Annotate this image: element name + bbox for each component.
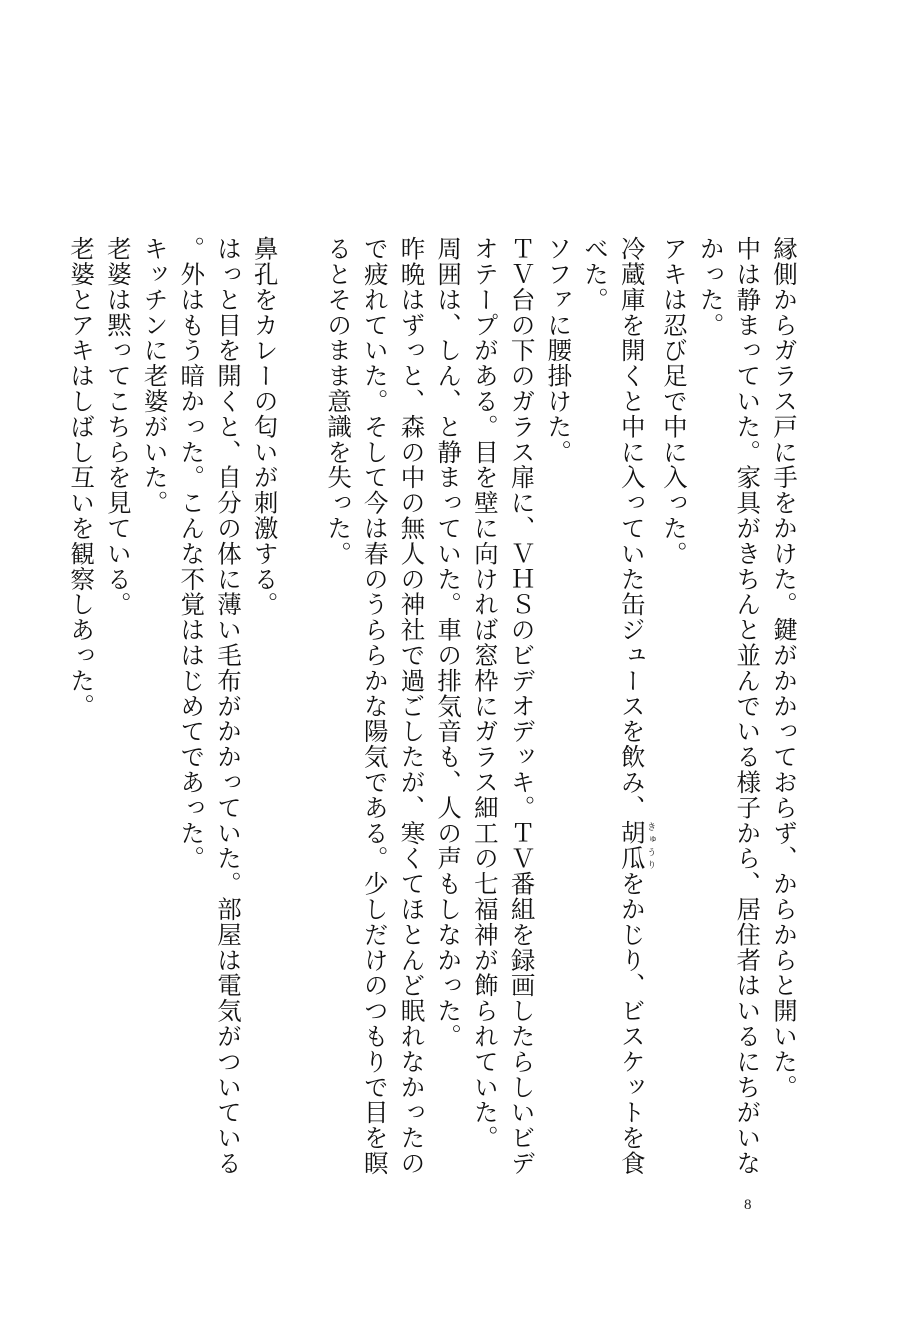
paragraph-fridge <box>576 236 655 1196</box>
paragraph-quiet-inside: 中は静まっていた。家具がきちんと並んでいる様子から、居住者はいるにちがいなかった。 <box>696 236 763 1176</box>
ruby-cucumber <box>617 820 656 872</box>
paragraph-sofa: ソファに腰掛けた。 <box>544 236 574 465</box>
paragraph-sneak-in: アキは忍び足で中に入った。 <box>659 236 689 567</box>
page-number: 8 <box>744 1197 752 1213</box>
vertical-text-body <box>62 236 802 1196</box>
paragraph-glass-door: 縁側からガラス戸に手をかけた。鍵がかかっておらず、からからと開いた。 <box>770 236 799 1100</box>
paragraph-tv-stand: ＴＶ台の下のガラス扉に、ＶＨＳのビデオデッキ。ＴＶ番組を録画したらしいビデオテープがある。目を壁に向ければ窓枠にガラス細工の七福神が飾られていた。 <box>470 236 537 1176</box>
section-break <box>283 236 320 1196</box>
ruby-base: 胡瓜 <box>617 820 647 872</box>
paragraph-silence: 周囲は、しん、と静まっていた。車の排気音も、人の声もしなかった。 <box>434 236 464 1049</box>
paragraph-wake-up: はっと目を開くと、自分の体に薄い毛布がかかっていた。部屋は電気がついている。外はもう暗かった。こんな不覚ははじめてであった。 <box>177 236 243 1176</box>
paragraph-old-woman-kitchen: キッチンに老婆がいた。 <box>140 236 170 516</box>
fridge-text-after: をかじり、ビスケットを食べた。 <box>580 236 647 1176</box>
ruby-reading: きゅうり <box>645 820 656 871</box>
paragraph-curry-smell: 鼻孔をカレーの匂いが刺激する。 <box>250 236 280 617</box>
paragraph-fall-asleep: 昨晩はずっと、森の中の無人の神社で過ごしたが、寒くてほとんど眠れなかったので疲れていた。そして今は春のうららかな陽気である。少しだけのつもりで目を瞑るとそのまま意識を失った。 <box>324 236 427 1176</box>
paragraph-mutual-observation: 老婆とアキはしばし互いを観察しあった。 <box>67 236 97 719</box>
fridge-text-before: 冷蔵庫を開くと中に入っていた缶ジュースを飲み、 <box>617 236 647 821</box>
paragraph-old-woman-watching: 老婆は黙ってこちらを見ている。 <box>103 236 133 617</box>
